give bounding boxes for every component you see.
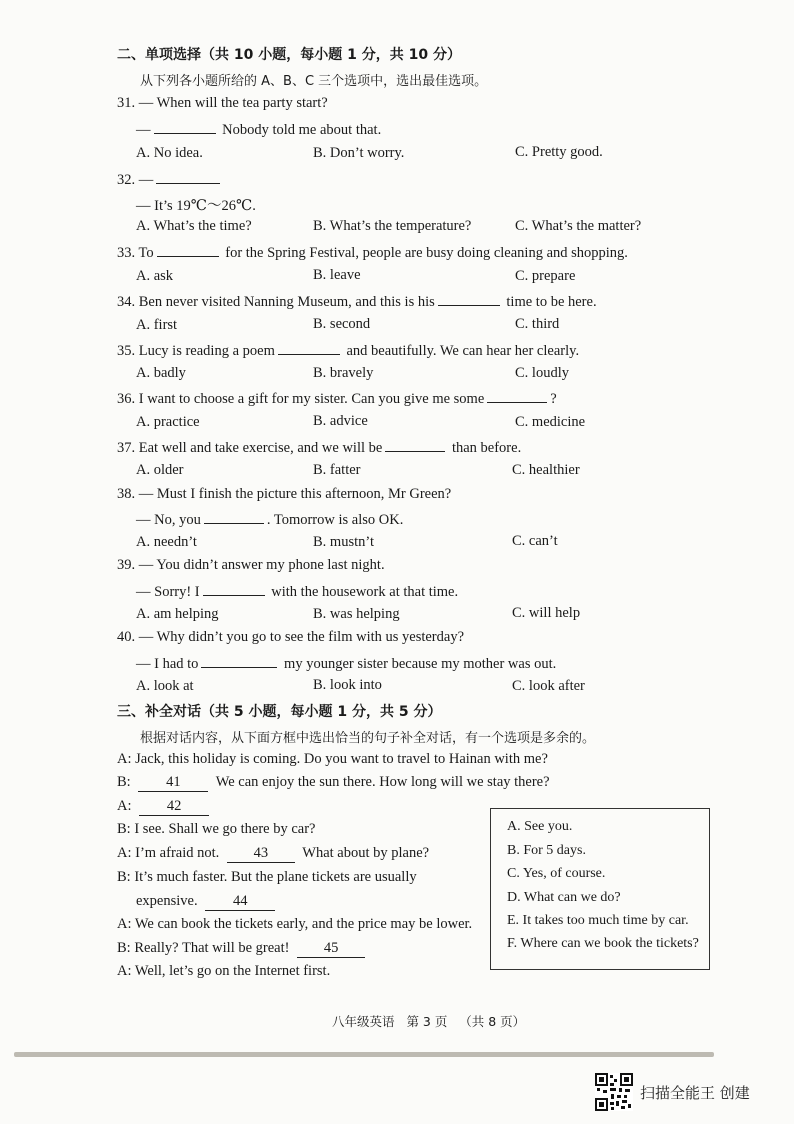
footer-total: （共 8 页） — [459, 1014, 526, 1029]
dialogue-line: B: It’s much faster. But the plane tickets are usually — [117, 869, 417, 885]
section2-instruction: 从下列各小题所给的 A、B、C 三个选项中，选出最佳选项。 — [140, 74, 488, 89]
answer-blank[interactable] — [438, 292, 500, 306]
footer-subject: 八年级英语 — [332, 1014, 395, 1029]
answer-blank[interactable] — [487, 389, 547, 403]
question-33: 33. To for the Spring Festival, people are busy doing cleaning and shopping. — [117, 245, 628, 261]
question-31 — [117, 95, 328, 112]
footer-page: 第 3 页 — [406, 1014, 448, 1029]
option-c: C. What’s the matter? — [515, 218, 642, 234]
option-b: B. advice — [313, 413, 368, 429]
box-option-d: D. What can we do? — [507, 890, 621, 905]
option-c: C. medicine — [515, 414, 586, 430]
option-b: B. was helping — [313, 606, 400, 622]
option-c: C. healthier — [512, 462, 580, 478]
option-a: A. older — [136, 462, 184, 478]
answer-blank-41[interactable]: 41 — [138, 774, 208, 792]
section3-title: 三、补全对话（共 5 小题，每小题 1 分，共 5 分） — [117, 704, 442, 720]
answer-blank[interactable] — [203, 582, 265, 596]
qr-code-icon — [595, 1073, 633, 1111]
box-option-f: F. Where can we book the tickets? — [507, 936, 699, 951]
option-a: A. ask — [136, 268, 174, 284]
box-option-a: A. See you. — [507, 819, 573, 834]
scan-edge-line — [14, 1052, 714, 1057]
answer-blank-42[interactable]: 42 — [139, 798, 209, 816]
answer-blank-43[interactable]: 43 — [227, 845, 295, 863]
answer-blank[interactable] — [201, 654, 277, 668]
option-a: A. needn’t — [136, 534, 197, 550]
answer-blank[interactable] — [385, 438, 445, 452]
option-c: C. will help — [512, 605, 581, 621]
question-number: 31. — [117, 95, 136, 111]
question-39-reply: — Sorry! I with the housework at that time. — [136, 584, 459, 600]
option-c: C. Pretty good. — [515, 144, 603, 160]
option-b: B. Don’t worry. — [313, 145, 405, 161]
box-option-b: B. For 5 days. — [507, 843, 586, 858]
answer-blank[interactable] — [204, 510, 264, 524]
option-b: B. second — [313, 316, 371, 332]
dialogue-line: B: Really? That will be great! 45 — [117, 940, 369, 958]
option-a: A. practice — [136, 414, 200, 430]
dialogue-line: A: We can book the tickets early, and the price may be lower. — [117, 916, 473, 932]
question-35: 35. Lucy is reading a poem and beautifully. We can hear her clearly. — [117, 343, 580, 359]
box-option-e: E. It takes too much time by car. — [507, 913, 689, 928]
dialogue-line: B: I see. Shall we go there by car? — [117, 821, 316, 837]
option-a: A. What’s the time? — [136, 218, 252, 234]
dialogue-line: A: Well, let’s go on the Internet first. — [117, 963, 331, 979]
answer-blank-44[interactable]: 44 — [205, 893, 275, 911]
question-34: 34. Ben never visited Nanning Museum, and this is his time to be here. — [117, 294, 597, 310]
option-c: C. third — [515, 316, 560, 332]
question-38-reply: — No, you . Tomorrow is also OK. — [136, 512, 404, 528]
answer-blank[interactable] — [154, 120, 216, 134]
option-b: B. mustn’t — [313, 534, 374, 550]
question-40-reply: — I had to my younger sister because my mother was out. — [136, 656, 557, 672]
dialogue-line: expensive. 44 — [136, 893, 279, 911]
option-b: B. leave — [313, 267, 361, 283]
option-a: A. look at — [136, 678, 194, 694]
scanner-brand: 扫描全能王 创建 — [640, 1084, 750, 1102]
question-32-reply: — It’s 19℃～26℃. — [136, 198, 256, 214]
page-footer — [332, 1012, 525, 1030]
question-stem: — When will the tea party start? — [138, 95, 328, 111]
option-a: A. badly — [136, 365, 186, 381]
question-36: 36. I want to choose a gift for my sister. Can you give me some ? — [117, 391, 557, 407]
option-c: C. prepare — [515, 268, 576, 284]
answer-blank[interactable] — [157, 243, 219, 257]
answer-blank[interactable] — [156, 170, 220, 184]
option-c: C. look after — [512, 678, 585, 694]
dialogue-line: A: Jack, this holiday is coming. Do you want to travel to Hainan with me? — [117, 751, 548, 767]
option-a: A. first — [136, 317, 178, 333]
answer-blank-45[interactable]: 45 — [297, 940, 365, 958]
section3-instruction: 根据对话内容，从下面方框中选出恰当的句子补全对话，有一个选项是多余的。 — [140, 731, 596, 746]
question-37: 37. Eat well and take exercise, and we will be than before. — [117, 440, 522, 456]
option-b: B. look into — [313, 677, 382, 693]
option-c: C. can’t — [512, 533, 558, 549]
option-a: A. am helping — [136, 606, 219, 622]
question-31-reply: — Nobody told me about that. — [136, 122, 382, 138]
option-b: B. bravely — [313, 365, 374, 381]
question-38: 38. — Must I finish the picture this afternoon, Mr Green? — [117, 486, 452, 502]
option-a: A. No idea. — [136, 145, 203, 161]
question-32: 32. — — [117, 170, 223, 189]
option-c: C. loudly — [515, 365, 569, 381]
box-option-c: C. Yes, of course. — [507, 866, 606, 881]
dialogue-line: A: I’m afraid not. 43 What about by plane? — [117, 845, 430, 861]
option-b: B. What’s the temperature? — [313, 218, 472, 234]
options-box — [490, 808, 710, 970]
dialogue-line: B: 41 We can enjoy the sun there. How long will we stay there? — [117, 774, 550, 790]
question-39: 39. — You didn’t answer my phone last night. — [117, 557, 385, 573]
section2-title: 二、单项选择（共 10 小题，每小题 1 分，共 10 分） — [117, 47, 461, 63]
question-40: 40. — Why didn’t you go to see the film with us yesterday? — [117, 629, 465, 645]
dialogue-line: A: 42 — [117, 798, 213, 816]
option-b: B. fatter — [313, 462, 361, 478]
answer-blank[interactable] — [278, 341, 340, 355]
